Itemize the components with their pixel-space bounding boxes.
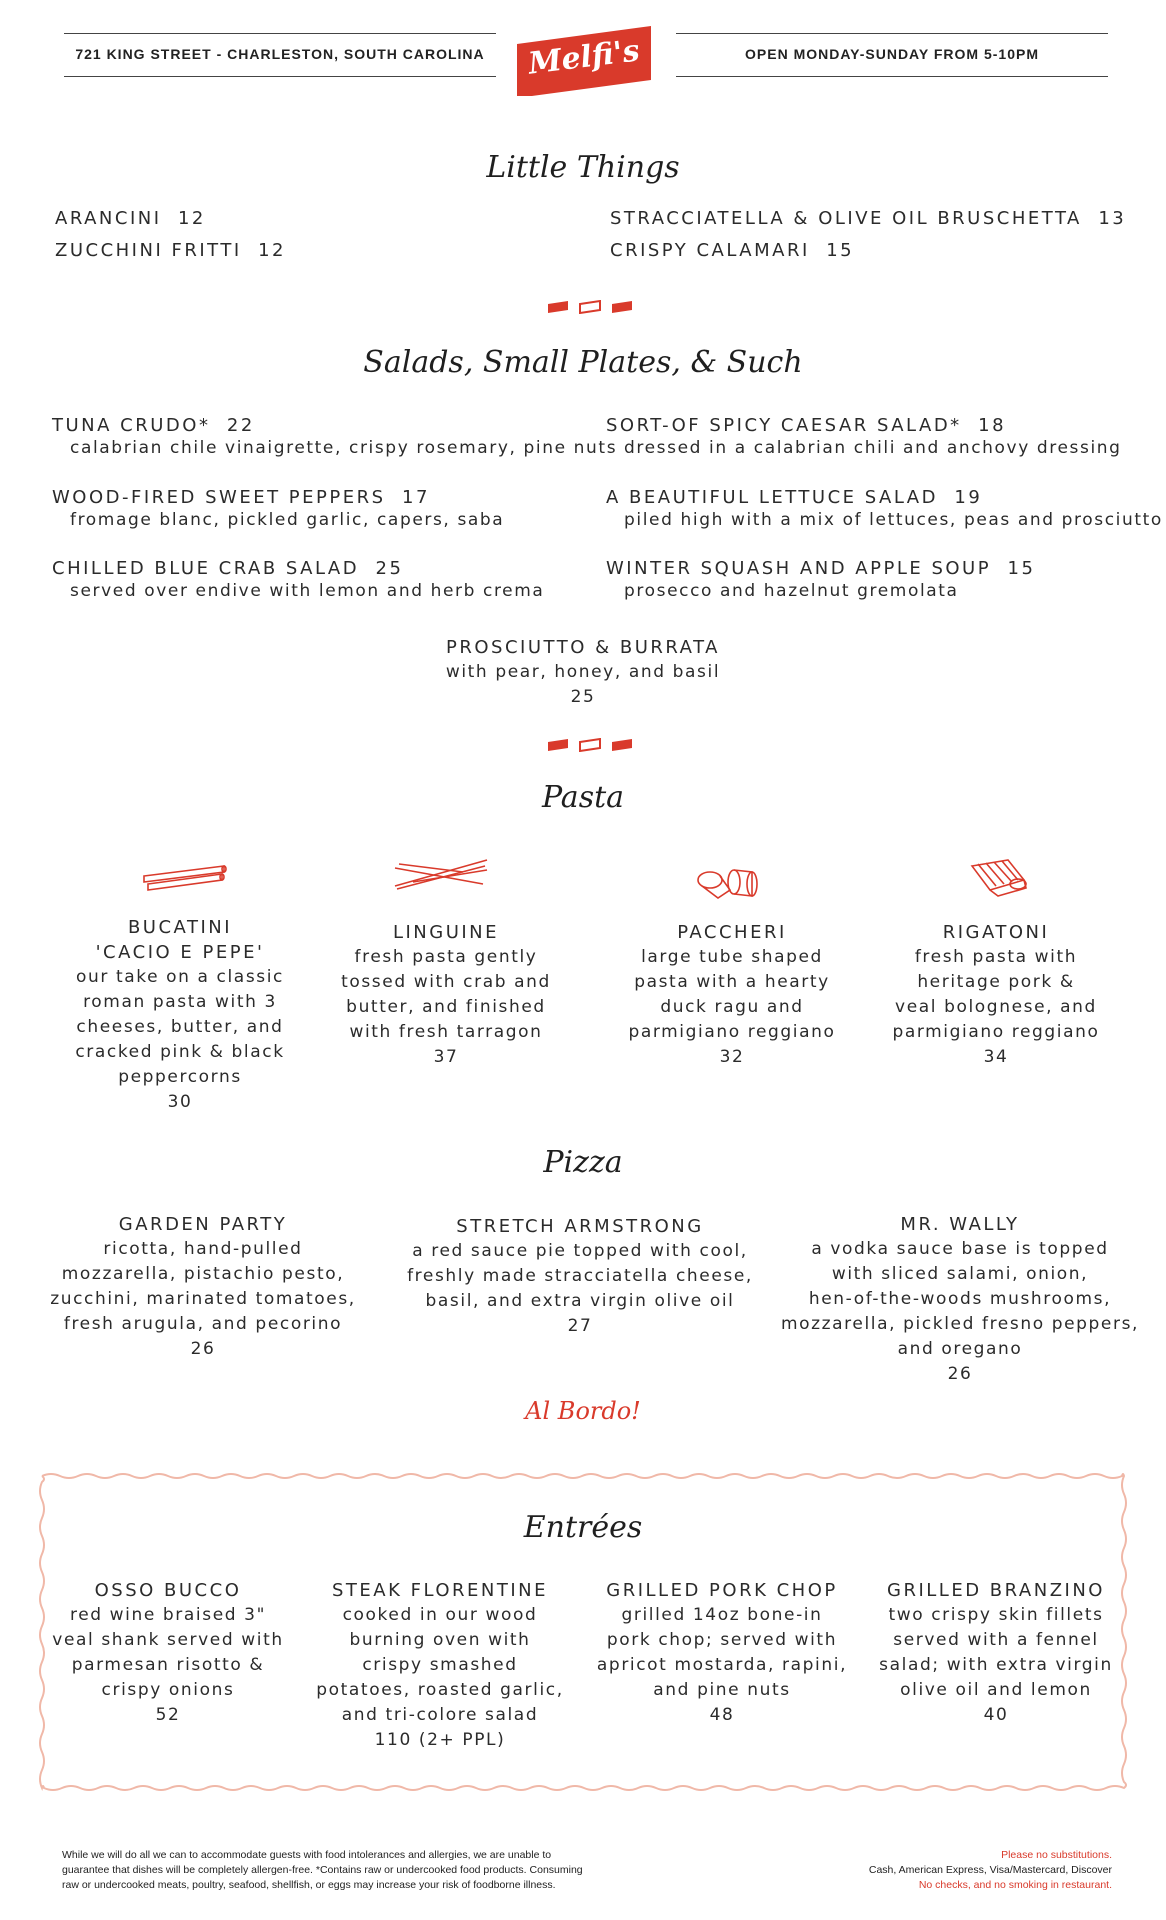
salad-tuna-crudo: TUNA CRUDO* 22 calabrian chile vinaigrette, crispy rosemary, pine nuts xyxy=(52,415,618,458)
little-item-calamari: CRISPY CALAMARI 15 xyxy=(610,240,855,261)
little-item-zucchini: ZUCCHINI FRITTI 12 xyxy=(55,240,286,261)
salad-prosciutto-burrata: PROSCIUTTO & BURRATA with pear, honey, and basil 25 xyxy=(445,637,721,707)
pizza-title: Pizza xyxy=(543,1145,623,1180)
salad-sweet-peppers: WOOD-FIRED SWEET PEPPERS 17 fromage blanc, pickled garlic, capers, saba xyxy=(52,487,505,530)
hours-text: OPEN MONDAY-SUNDAY FROM 5-10PM xyxy=(745,46,1039,62)
payment-policy: Please no substitutions. Cash, American Express, Visa/Mastercard, Discover No checks, and no smoking in restaurant. xyxy=(868,1849,1112,1891)
pizza-mr-wally: MR. WALLY a vodka sauce base is topped with sliced salami, onion, hen-of-the-woods mushrooms, mozzarella, pickled fresno peppers, and oregano 26 xyxy=(780,1214,1140,1384)
little-item-arancini: ARANCINI 12 xyxy=(55,208,206,229)
header-rule-right-bottom xyxy=(676,76,1108,77)
little-things-title: Little Things xyxy=(486,150,680,185)
pasta-linguine: LINGUINE fresh pasta gently tossed with crab and butter, and finished with fresh tarragon 37 xyxy=(341,922,551,1067)
salad-caesar: SORT-OF SPICY CAESAR SALAD* 18 dressed in a calabrian chili and anchovy dressing xyxy=(606,415,1122,458)
header-rule-right-top xyxy=(676,33,1108,34)
bucatini-icon xyxy=(140,862,228,894)
header-rule-left-bottom xyxy=(64,76,496,77)
linguine-icon xyxy=(393,856,489,892)
salads-title: Salads, Small Plates, & Such xyxy=(363,345,803,380)
rigatoni-icon xyxy=(968,858,1032,898)
entree-pork-chop: GRILLED PORK CHOP grilled 14oz bone-in pork chop; served with apricot mostarda, rapini, and pine nuts 48 xyxy=(596,1580,848,1725)
logo xyxy=(513,26,655,96)
salad-squash-soup: WINTER SQUASH AND APPLE SOUP 15 prosecco and hazelnut gremolata xyxy=(606,558,1036,601)
pizza-stretch-armstrong: STRETCH ARMSTRONG a red sauce pie topped with cool, freshly made stracciatella cheese, basil, and extra virgin olive oil 27 xyxy=(407,1216,753,1336)
pasta-title: Pasta xyxy=(541,780,625,815)
entrees-title: Entrées xyxy=(523,1510,643,1545)
allergen-disclaimer: While we will do all we can to accommodate guests with food intolerances and allergies, we are unable to guarantee that dishes will be completely allergen-free. *Contains raw or undercooked food products. Consuming raw or undercooked meats, poultry, seafood, shellfish, or eggs may increase your risk of foodborne illness. xyxy=(62,1849,583,1891)
pasta-bucatini: BUCATINI 'CACIO E PEPE' our take on a classic roman pasta with 3 cheeses, butter, and cracked pink & black peppercorns 30 xyxy=(75,917,285,1112)
divider-flags-icon xyxy=(548,738,632,752)
pasta-paccheri: PACCHERI large tube shaped pasta with a hearty duck ragu and parmigiano reggiano 32 xyxy=(628,922,836,1067)
al-bordo-heading: Al Bordo! xyxy=(525,1397,641,1425)
salad-blue-crab: CHILLED BLUE CRAB SALAD 25 served over endive with lemon and herb crema xyxy=(52,558,545,601)
salad-lettuce: A BEAUTIFUL LETTUCE SALAD 19 piled high with a mix of lettuces, peas and prosciutto xyxy=(606,487,1163,530)
paccheri-icon xyxy=(694,862,762,902)
header-rule-left-top xyxy=(64,33,496,34)
entree-steak-florentine: STEAK FLORENTINE cooked in our wood burning oven with crispy smashed potatoes, roasted garlic, and tri-colore salad 110 (2+ PPL) xyxy=(316,1580,564,1750)
pasta-rigatoni: RIGATONI fresh pasta with heritage pork & veal bolognese, and parmigiano reggiano 34 xyxy=(892,922,1100,1067)
divider-flags-icon xyxy=(548,300,632,314)
address-text: 721 KING STREET - CHARLESTON, SOUTH CAROLINA xyxy=(75,46,485,62)
pizza-garden-party: GARDEN PARTY ricotta, hand-pulled mozzarella, pistachio pesto, zucchini, marinated tomatoes, fresh arugula, and pecorino 26 xyxy=(50,1214,356,1359)
logo-text: Melfi's xyxy=(526,33,642,82)
entree-branzino: GRILLED BRANZINO two crispy skin fillets served with a fennel salad; with extra virgin olive oil and lemon 40 xyxy=(879,1580,1113,1725)
entree-osso-bucco: OSSO BUCCO red wine braised 3" veal shank served with parmesan risotto & crispy onions 52 xyxy=(52,1580,284,1725)
little-item-bruschetta: STRACCIATELLA & OLIVE OIL BRUSCHETTA 13 xyxy=(610,208,1127,229)
